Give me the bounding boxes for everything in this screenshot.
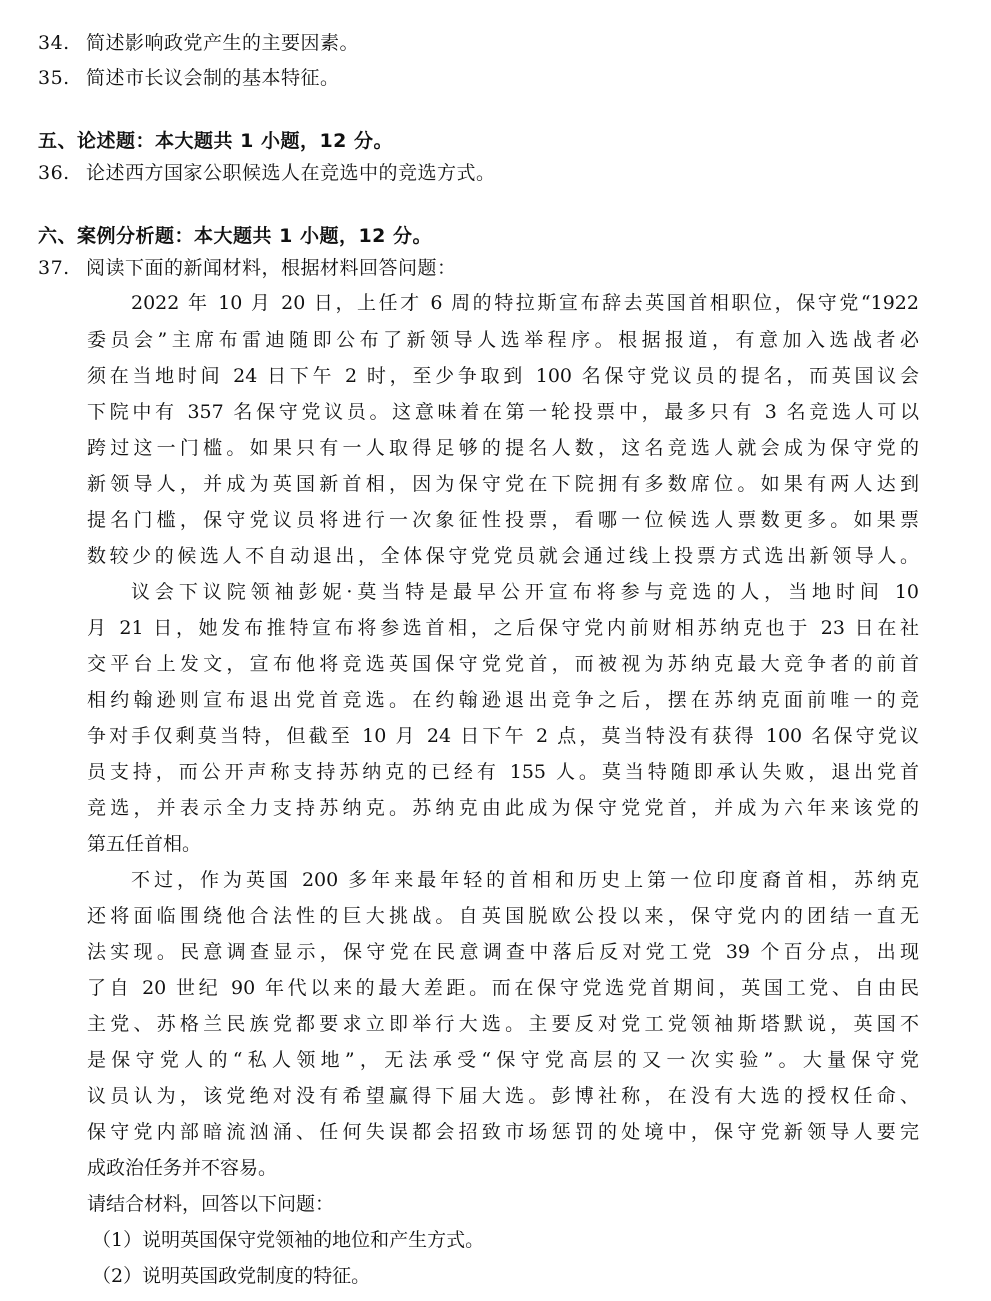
question-text: 简述市长议会制的基本特征。 [86,67,340,89]
answer-prompt: 请结合材料，回答以下问题： [87,1193,335,1215]
question-text: 阅读下面的新闻材料，根据材料回答问题： [86,257,457,279]
section-heading-essay: 五、论述题：本大题共 1 小题，12 分。 [38,130,394,152]
paragraph-line: 竞选，并表示全力支持苏纳克。苏纳克由此成为保守党党首，并成为六年来该党的 [87,797,919,819]
question-37 [38,256,457,280]
paragraph-line: 委员会”主席布雷迪随即公布了新领导人选举程序。根据报道，有意加入选战者必 [87,329,919,351]
paragraph-line: 了自 20 世纪 90 年代以来的最大差距。而在保守党选党首期间，英国工党、自由民 [87,977,919,999]
paragraph-line: 提名门槛，保守党议员将进行一次象征性投票，看哪一位候选人票数更多。如果票 [87,509,919,531]
paragraph-line: 保守党内部暗流汹涌、任何失误都会招致市场惩罚的处境中，保守党新领导人要完 [87,1121,919,1143]
sub-question-1: （1）说明英国保守党领袖的地位和产生方式。 [92,1229,485,1251]
sub-question-2: （2）说明英国政党制度的特征。 [92,1265,371,1287]
question-number: 37. [38,257,70,279]
paragraph-line: 新领导人，并成为英国新首相，因为保守党在下院拥有多数席位。如果有两人达到 [87,473,919,495]
question-text: 简述影响政党产生的主要因素。 [86,32,360,54]
paragraph-line: 不过，作为英国 200 多年来最年轻的首相和历史上第一位印度裔首相，苏纳克 [131,869,919,891]
paragraph-line: 交平台上发文，宣布他将竞选英国保守党党首，而被视为苏纳克最大竞争者的前首 [87,653,919,675]
paragraph-line: 主党、苏格兰民族党都要求立即举行大选。主要反对党工党领袖斯塔默说，英国不 [87,1013,919,1035]
paragraph-line: 须在当地时间 24 日下午 2 时，至少争取到 100 名保守党议员的提名，而英国议会 [87,365,919,387]
paragraph-line: 还将面临围绕他合法性的巨大挑战。自英国脱欧公投以来，保守党内的团结一直无 [87,905,919,927]
paragraph-line: 是保守党人的“私人领地”，无法承受“保守党高层的又一次实验”。大量保守党 [87,1049,919,1071]
paragraph-line: 议员认为，该党绝对没有希望赢得下届大选。彭博社称，在没有大选的授权任命、 [87,1085,919,1107]
paragraph-line: 第五任首相。 [87,833,202,855]
question-number: 34. [38,32,70,54]
question-number: 35. [38,67,70,89]
paragraph-line: 2022 年 10 月 20 日，上任才 6 周的特拉斯宣布辞去英国首相职位，保守党“1922 [131,292,919,314]
paragraph-line: 法实现。民意调查显示，保守党在民意调查中落后反对党工党 39 个百分点，出现 [87,941,919,963]
paragraph-line: 议会下议院领袖彭妮·莫当特是最早公开宣布将参与竞选的人，当地时间 10 [131,581,919,603]
section-heading-case-analysis: 六、案例分析题：本大题共 1 小题，12 分。 [38,225,433,247]
paragraph-line: 下院中有 357 名保守党议员。这意味着在第一轮投票中，最多只有 3 名竞选人可以 [87,401,919,423]
paragraph-line: 成政治任务并不容易。 [87,1157,278,1179]
question-number: 36. [38,162,70,184]
question-text: 论述西方国家公职候选人在竞选中的竞选方式。 [86,162,496,184]
question-36 [38,161,496,185]
paragraph-line: 跨过这一门槛。如果只有一人取得足够的提名人数，这名竞选人就会成为保守党的 [87,437,919,459]
paragraph-line: 争对手仅剩莫当特，但截至 10 月 24 日下午 2 点，莫当特没有获得 100 名保守党议 [87,725,919,747]
paragraph-line: 数较少的候选人不自动退出，全体保守党党员就会通过线上投票方式选出新领导人。 [87,545,919,567]
question-35 [38,66,340,90]
paragraph-line: 月 21 日，她发布推特宣布将参选首相，之后保守党内前财相苏纳克也于 23 日在社 [87,617,919,639]
paragraph-line: 相约翰逊则宣布退出党首竞选。在约翰逊退出竞争之后，摆在苏纳克面前唯一的竞 [87,689,919,711]
question-34 [38,31,359,55]
paragraph-line: 员支持，而公开声称支持苏纳克的已经有 155 人。莫当特随即承认失败，退出党首 [87,761,919,783]
